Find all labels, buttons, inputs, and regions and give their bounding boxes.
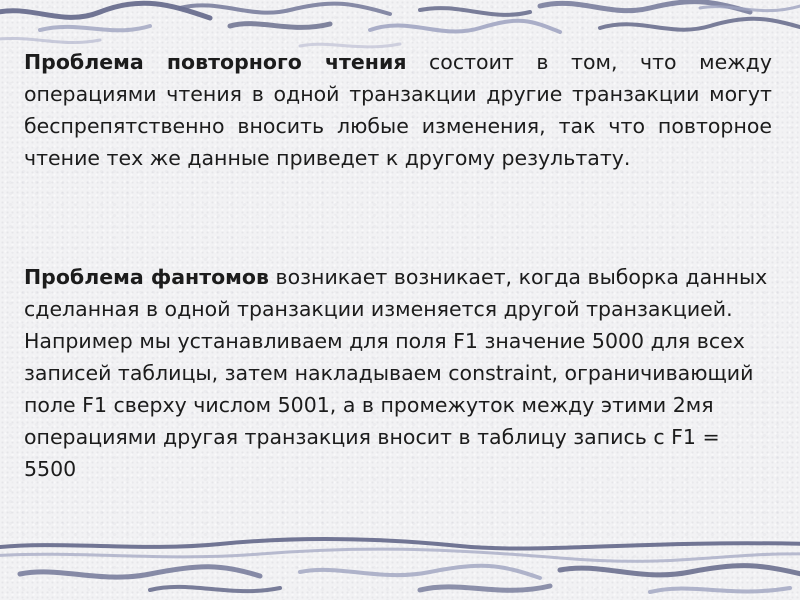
paragraph-phantoms [24,261,772,485]
paragraph-repeat-read [24,46,772,174]
paragraph-phantoms-text: возникает возникает, когда выборка данных сделанная в одной транзакции изменяется другой транзакцией. Например мы устанавливаем для поля F1 значение 5000 для всех записей таблицы, затем накладываем constraint, ограничивающий поле F1 сверху числом 5001, а в промежуток между этими 2мя операциями другая транзакция вносит в таблицу запись с F1 = 5500 [24,265,768,481]
term-repeat-read: Проблема повторного чтения [24,50,407,74]
paragraph-repeat-read-text: состоит в том, что между операциями чтения в одной транзакции другие транзакции могут беспрепятственно вносить любые изменения, так что повторное чтение тех же данные приведет к другому результату. [24,50,772,170]
bottom-swirl-decoration [0,528,800,600]
term-phantoms: Проблема фантомов [24,265,269,289]
